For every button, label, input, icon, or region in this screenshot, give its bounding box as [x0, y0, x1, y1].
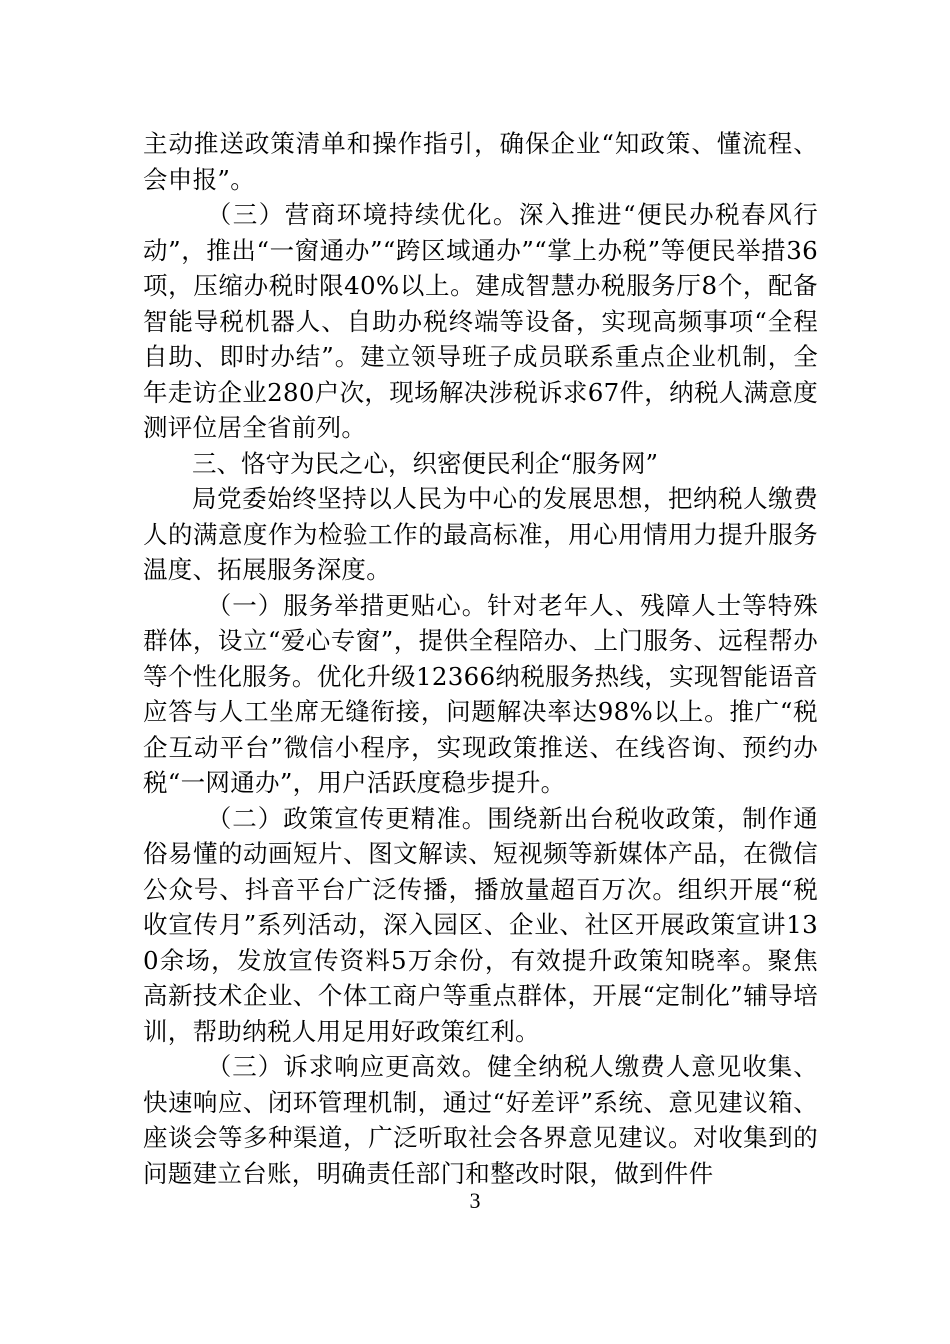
page-number: 3 [469, 1188, 481, 1213]
paragraph-policy-promotion: （二）政策宣传更精准。围绕新出台税收政策，制作通俗易懂的动画短片、图文解读、短视频等新媒体产品，在微信公众号、抖音平台广泛传播，播放量超百万次。组织开展“税收宣传月”系列活动，深入园区、企业、社区开展政策宣讲130余场，发放宣传资料5万余份，有效提升政策知晓率。聚焦高新技术企业、个体工商户等重点群体，开展“定制化”辅导培训，帮助纳税人用足用好政策红利。 [143, 803, 818, 1046]
paragraph-demand-response: （三）诉求响应更高效。健全纳税人缴费人意见收集、快速响应、闭环管理机制，通过“好差评”系统、意见建议箱、座谈会等多种渠道，广泛听取社会各界意见建议。对收集到的问题建立台账，明确责任部门和整改时限，做到件件 [143, 1052, 818, 1188]
section-heading-service-network: 三、恪守为民之心，织密便民利企“服务网” [192, 448, 659, 478]
paragraph-business-environment: （三）营商环境持续优化。深入推进“便民办税春风行动”，推出“一窗通办”“跨区域通办”“掌上办税”等便民举措36项，压缩办税时限40%以上。建成智慧办税服务厅8个，配备智能导税机器人、自助办税终端等设备，实现高频事项“全程自助、即时办结”。建立领导班子成员联系重点企业机制，全年走访企业280户次，现场解决涉税诉求67件，纳税人满意度测评位居全省前列。 [143, 200, 818, 442]
paragraph-continuation: 主动推送政策清单和操作指引，确保企业“知政策、懂流程、会申报”。 [143, 129, 818, 194]
paragraph-service-measures: （一）服务举措更贴心。针对老年人、残障人士等特殊群体，设立“爱心专窗”，提供全程陪办、上门服务、远程帮办等个性化服务。优化升级12366纳税服务热线，实现智能语音应答与人工坐席无缝衔接，问题解决率达98%以上。推广“税企互动平台”微信小程序，实现政策推送、在线咨询、预约办税“一网通办”，用户活跃度稳步提升。 [143, 590, 818, 797]
document-body [143, 126, 818, 1191]
paragraph-section-intro: 局党委始终坚持以人民为中心的发展思想，把纳税人缴费人的满意度作为检验工作的最高标准，用心用情用力提升服务温度、拓展服务深度。 [143, 484, 818, 584]
